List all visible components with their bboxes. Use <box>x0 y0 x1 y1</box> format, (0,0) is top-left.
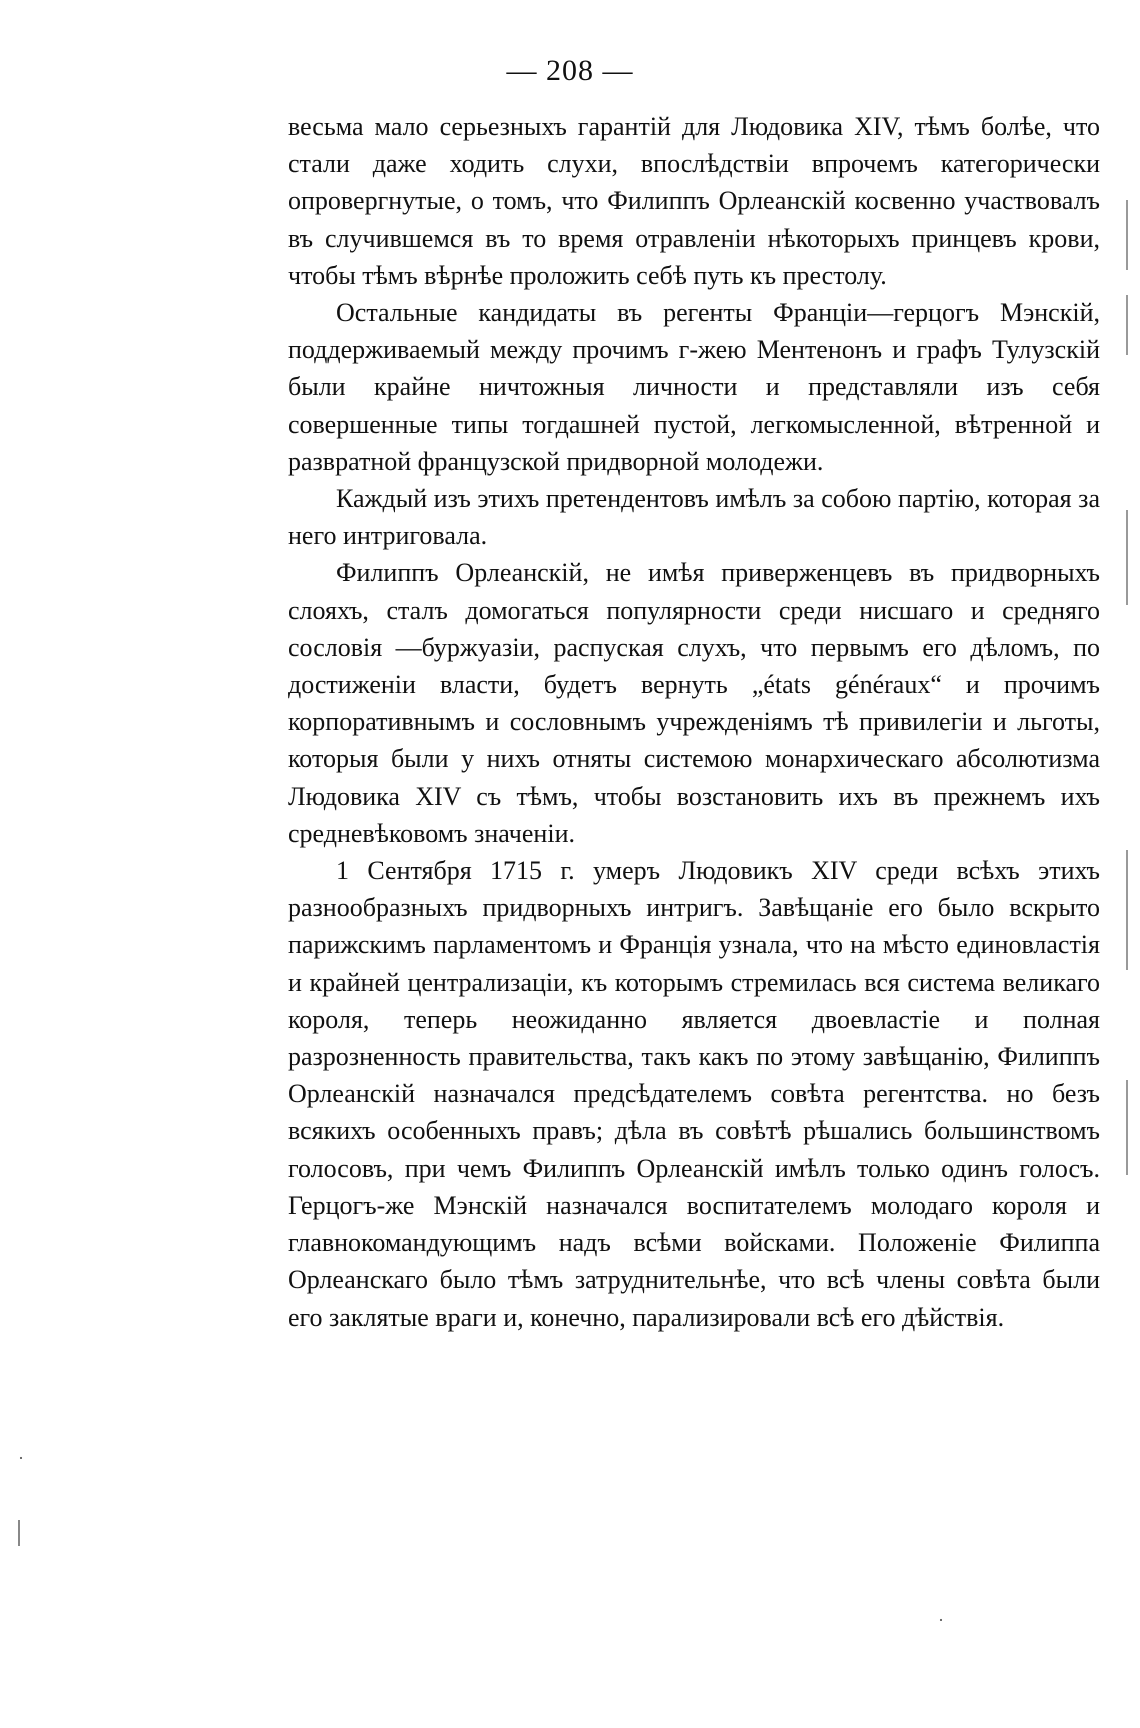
scan-edge-mark <box>1126 850 1128 970</box>
paragraph-5: 1 Сентября 1715 г. умеръ Людовикъ XIV среди всѣхъ этихъ разнообразныхъ придворныхъ интригъ. Завѣщаніе его было вскрыто парижскимъ парламентомъ и Франція узнала, что на мѣсто единовластія и крайней централизаціи, къ которымъ стремилась вся система великаго короля, теперь неожиданно является двоевластіе и полная разрозненность правительства, такъ какъ по этому завѣщанію, Филиппъ Орлеанскій назначался предсѣдателемъ совѣта регентства. но безъ всякихъ особенныхъ правъ; дѣла въ совѣтѣ рѣшались большинствомъ голосовъ, при чемъ Филиппъ Орлеанскій имѣлъ только одинъ голосъ. Герцогъ-же Мэнскій назначался воспитателемъ молодаго короля и главнокомандующимъ надъ всѣми войсками. Положеніе Филиппа Орлеанскаго было тѣмъ затруднительнѣе, что всѣ члены совѣта были его заклятые враги и, конечно, парализировали всѣ его дѣйствія. <box>288 856 1100 1332</box>
scan-edge-mark <box>1126 510 1128 605</box>
scan-edge-mark <box>1126 1080 1128 1175</box>
scan-edge-mark <box>1126 295 1128 355</box>
body-text <box>288 108 1100 1336</box>
page-number: — 208 — <box>506 54 634 87</box>
paragraph-2: Остальные кандидаты въ регенты Франціи—герцогъ Мэнскій, поддерживаемый между прочимъ г-жею Ментенонъ и графъ Тулузскій были крайне ничтожныя личности и представляли изъ себя совершенные типы тогдашней пустой, легкомысленной, вѣтренной и развратной французской придворной молодежи. <box>288 298 1100 476</box>
margin-speck <box>18 1520 20 1546</box>
scan-edge-mark <box>1126 200 1128 270</box>
margin-speck: · <box>938 1610 944 1630</box>
paragraph-1: весьма мало серьезныхъ гарантій для Людовика XIV, тѣмъ болѣе, что стали даже ходить слухи, впослѣдствіи впрочемъ категорически опровергнутые, о томъ, что Филиппъ Орлеанскій косвенно участвовалъ въ случившемся въ то время отравленіи нѣкоторыхъ принцевъ крови, чтобы тѣмъ вѣрнѣе проложить себѣ путь къ престолу. <box>288 112 1100 290</box>
margin-speck: · <box>18 1448 24 1468</box>
paragraph-4: Филиппъ Орлеанскій, не имѣя приверженцевъ въ придворныхъ слояхъ, сталъ домогаться популярности среди нисшаго и средняго сословія —буржуазіи, распуская слухъ, что первымъ его дѣломъ, по достиженіи власти, будетъ вернуть „états généraux“ и прочимъ корпоративнымъ и сословнымъ учрежденіямъ тѣ привилегіи и льготы, которыя были у нихъ отняты системою монархическаго абсолютизма Людовика XIV съ тѣмъ, чтобы возстановить ихъ въ прежнемъ ихъ средневѣковомъ значеніи. <box>288 558 1100 848</box>
paragraph-3: Каждый изъ этихъ претендентовъ имѣлъ за собою партію, которая за него интриговала. <box>288 484 1100 551</box>
